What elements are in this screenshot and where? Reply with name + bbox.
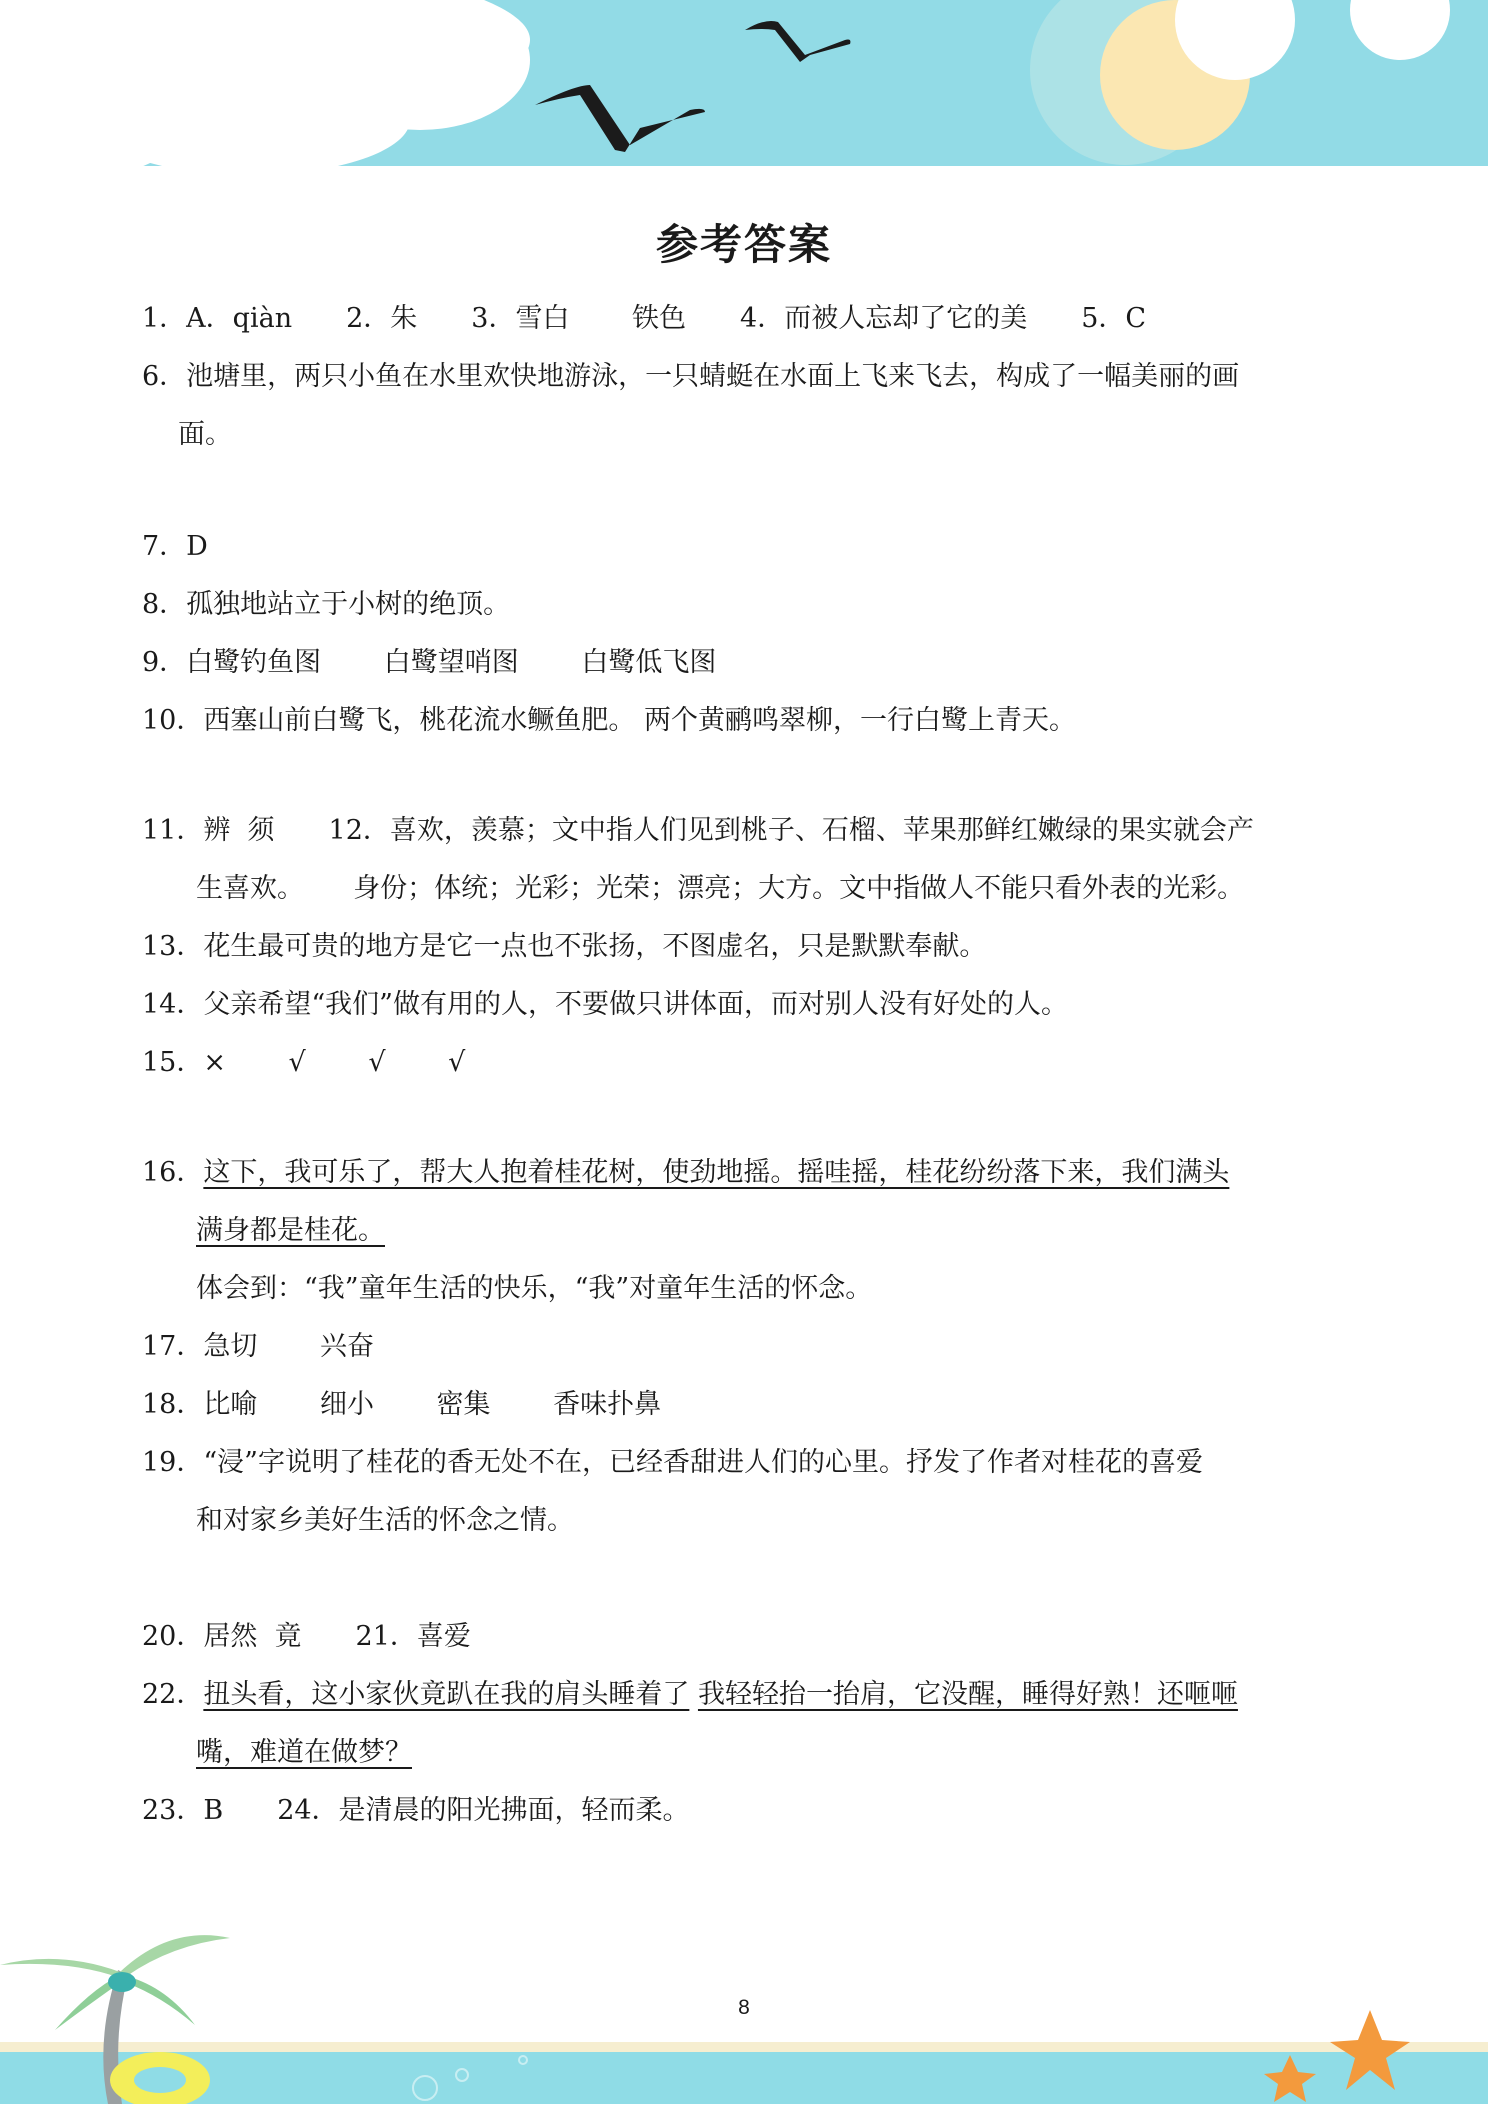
answer-line-12-cont: 生喜欢。 身份；体统；光彩；光荣；漂亮；大方。文中指做人不能只看外表的光彩。 — [196, 873, 1245, 904]
answer-line-16 — [142, 1154, 1229, 1192]
answer-line-22 — [142, 1676, 1238, 1714]
page-title: 参考答案 — [655, 220, 832, 269]
answer-line-22-cont — [196, 1734, 412, 1772]
answer-line-14: 14．父亲希望“我们”做有用的人，不要做只讲体面，而对别人没有好处的人。 — [142, 989, 1068, 1020]
answer-line-20-21: 20．居然 竟 21．喜爱 — [142, 1621, 471, 1652]
answer-line-18: 18．比喻 细小 密集 香味扑鼻 — [142, 1389, 662, 1420]
header-sky-illustration — [0, 0, 1488, 168]
answer-line-16-note: 体会到：“我”童年生活的快乐，“我”对童年生活的怀念。 — [196, 1273, 873, 1304]
answer-line-17: 17．急切 兴奋 — [142, 1331, 374, 1362]
answer-line-6-cont: 面。 — [178, 419, 232, 450]
answer-line-8: 8．孤独地站立于小树的绝顶。 — [142, 589, 511, 620]
underlined-sentence: 满身都是桂花。 — [196, 1215, 385, 1246]
answer-line-23-24: 23．B 24．是清晨的阳光拂面，轻而柔。 — [142, 1795, 690, 1826]
answer-number-16: 16． — [142, 1157, 204, 1188]
answer-line-15: 15．× √ √ √ — [142, 1047, 466, 1078]
answer-line-19-cont: 和对家乡美好生活的怀念之情。 — [196, 1505, 574, 1536]
answer-number-22: 22． — [142, 1679, 204, 1710]
underlined-sentence: 这下，我可乐了，帮大人抱着桂花树，使劲地摇。摇哇摇，桂花纷纷落下来，我们满头 — [203, 1157, 1230, 1188]
answer-line-11-12: 11．辨 须 12．喜欢，羡慕；文中指人们见到桃子、石榴、苹果那鲜红嫩绿的果实就会产 — [142, 815, 1254, 846]
underlined-sentence: 扭头看，这小家伙竟趴在我的肩头睡着了 — [203, 1679, 690, 1710]
answer-line-6: 6．池塘里，两只小鱼在水里欢快地游泳，一只蜻蜓在水面上飞来飞去，构成了一幅美丽的画 — [142, 361, 1240, 392]
answer-line-1-5: 1．A．qiàn 2．朱 3．雪白 铁色 4．而被人忘却了它的美 5．C — [142, 303, 1147, 334]
underlined-sentence: 嘴，难道在做梦？ — [196, 1737, 412, 1768]
answer-line-19: 19．“浸”字说明了桂花的香无处不在，已经香甜进人们的心里。抒发了作者对桂花的喜爱 — [142, 1447, 1203, 1478]
answer-line-7: 7．D — [142, 531, 208, 562]
answer-line-13: 13．花生最可贵的地方是它一点也不张扬，不图虚名，只是默默奉献。 — [142, 931, 987, 962]
underlined-sentence: 我轻轻抬一抬肩，它没醒，睡得好熟！还咂咂 — [697, 1679, 1238, 1710]
answer-line-16-cont — [196, 1212, 402, 1250]
answer-line-10: 10．西塞山前白鹭飞，桃花流水鳜鱼肥。 两个黄鹂鸣翠柳，一行白鹭上青天。 — [142, 705, 1076, 736]
answer-line-9: 9．白鹭钓鱼图 白鹭望哨图 白鹭低飞图 — [142, 647, 717, 678]
page-number: 8 — [738, 1996, 750, 2019]
